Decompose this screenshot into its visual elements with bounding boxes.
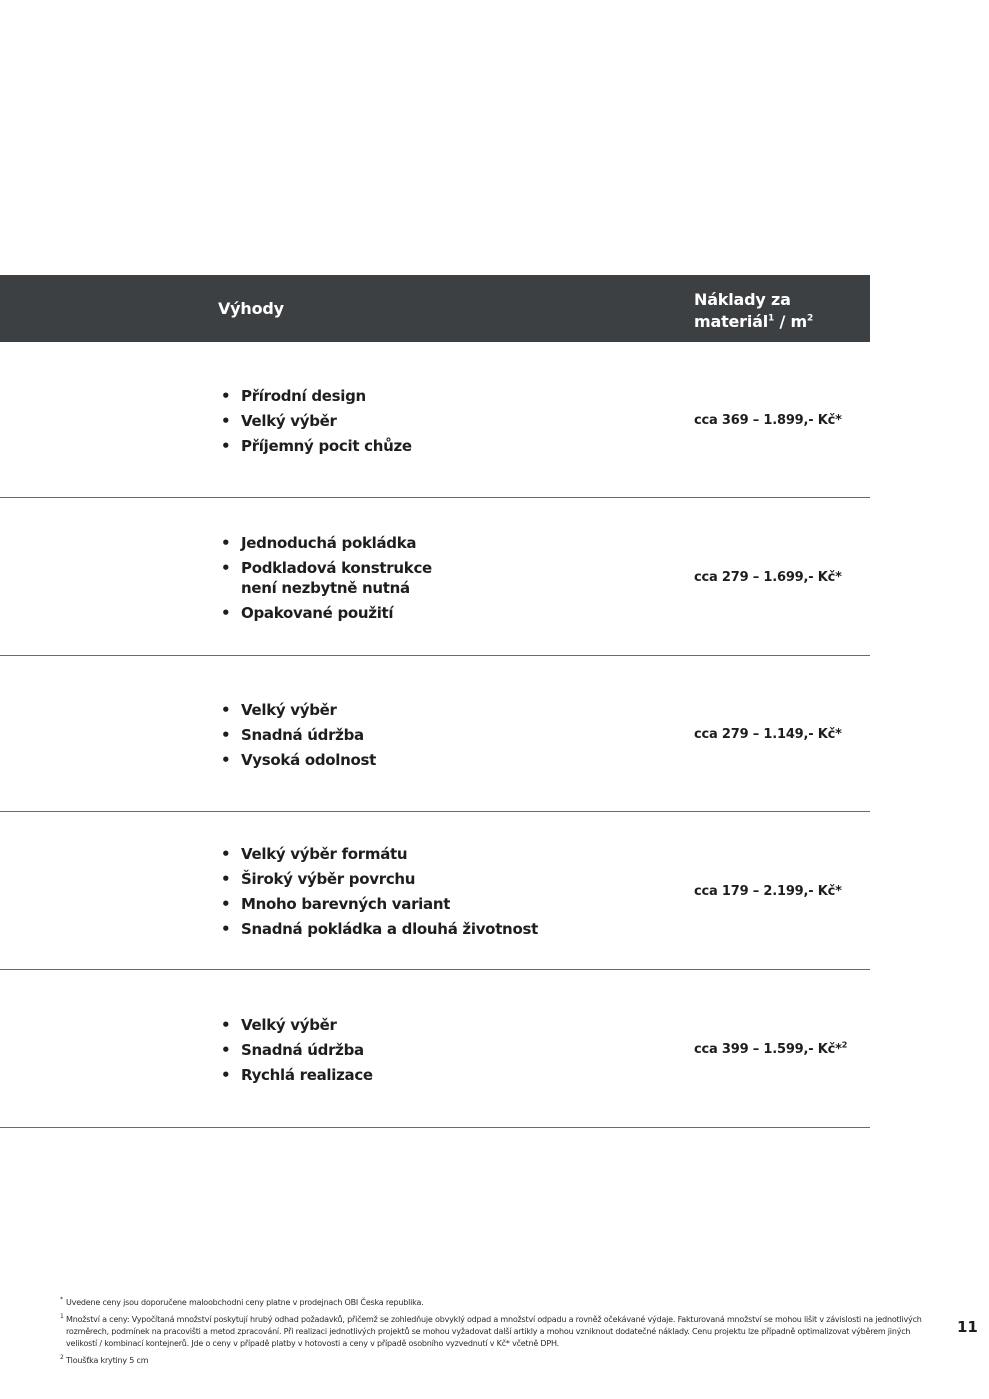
table-row: [0, 970, 870, 1128]
list-item: • Podkladová konstrukce není nezbytně nutná: [221, 558, 461, 598]
footnote-mark: *: [60, 1296, 63, 1303]
footnotes: [60, 1297, 940, 1372]
list-item: • Snadná údržba: [221, 725, 376, 745]
footnote-mark: 1: [60, 1313, 64, 1320]
price-range: [694, 413, 842, 428]
cost-header-unit-exponent: 2: [806, 313, 814, 324]
list-item: • Přírodní design: [221, 386, 412, 406]
footnote-thickness: [60, 1355, 940, 1367]
list-item: • Snadná údržba: [221, 1040, 373, 1060]
price-footnote-ref: 2: [841, 1040, 848, 1050]
table-row: [0, 656, 870, 812]
list-item: • Velký výběr: [221, 1015, 373, 1035]
cost-column-header: [694, 289, 813, 333]
list-item: • Velký výběr: [221, 700, 376, 720]
price-text: cca 279 – 1.699,- Kč*: [694, 570, 842, 585]
page-number: 11: [957, 1318, 978, 1336]
price-text: cca 399 – 1.599,- Kč*: [694, 1042, 842, 1057]
list-item: • Rychlá realizace: [221, 1065, 373, 1085]
list-item: • Příjemný pocit chůze: [221, 436, 412, 456]
list-item: • Velký výběr: [221, 411, 412, 431]
list-item: • Široký výběr povrchu: [221, 869, 538, 889]
price-text: cca 279 – 1.149,- Kč*: [694, 727, 842, 742]
benefits-list: [221, 1015, 373, 1090]
footnote-text: Tloušťka krytiny 5 cm: [66, 1356, 149, 1365]
list-item: • Snadná pokládka a dlouhá životnost: [221, 919, 538, 939]
table-row: [0, 342, 870, 498]
benefits-list: [221, 533, 461, 628]
benefits-list: [221, 844, 538, 944]
list-item: • Velký výběr formátu: [221, 844, 538, 864]
list-item: • Mnoho barevných variant: [221, 894, 538, 914]
footnote-text: Uvedene ceny jsou doporučene maloobchodni ceny platne v prodejnach OBI Česka republika.: [66, 1298, 424, 1307]
price-range: [694, 884, 842, 899]
benefits-list: [221, 386, 412, 461]
cost-header-line2: [694, 311, 813, 333]
footnote-quantities: [60, 1314, 940, 1350]
list-item: • Opakované použití: [221, 603, 461, 623]
footnote-mark: 2: [60, 1354, 64, 1361]
footnote-text: Množství a ceny: Vypočítaná množství poskytují hrubý odhad požadavků, přičemž se zohledňuje obvyklý odpad a množství odpadu a rovněž očekávané výdaje. Fakturovaná množství se mohou lišit v závislosti na jednotlivých rozměrech, podmínek na pracovišti a metod zpracování. Při realizaci jednotlivých projektů se mohou vyžadovat další artikly a mohou vzniknout dodatečné náklady. Cenu projektu lze případně optimalizovat výběrem jiných velikostí / kombinací kontejnerů. Jde o ceny v případě platby v hotovosti a ceny v případě osobního vyzvednutí v Kč* včetně DPH.: [66, 1315, 922, 1348]
cost-header-line1: Náklady za: [694, 290, 791, 309]
benefits-column-header: Výhody: [218, 299, 284, 318]
cost-header-material: materiál: [694, 312, 769, 331]
cost-header-unit: / m: [774, 312, 807, 331]
price-range: [694, 727, 842, 742]
price-text: cca 369 – 1.899,- Kč*: [694, 413, 842, 428]
table-row: [0, 812, 870, 970]
table-header: [0, 275, 870, 342]
benefits-list: [221, 700, 376, 775]
list-item: • Vysoká odolnost: [221, 750, 376, 770]
table-row: [0, 498, 870, 656]
price-text: cca 179 – 2.199,- Kč*: [694, 884, 842, 899]
cost-header-footnote-ref: 1: [768, 313, 775, 324]
price-range: [694, 1042, 847, 1057]
list-item: • Jednoduchá pokládka: [221, 533, 461, 553]
price-range: [694, 570, 842, 585]
footnote-price-note: [60, 1297, 940, 1309]
